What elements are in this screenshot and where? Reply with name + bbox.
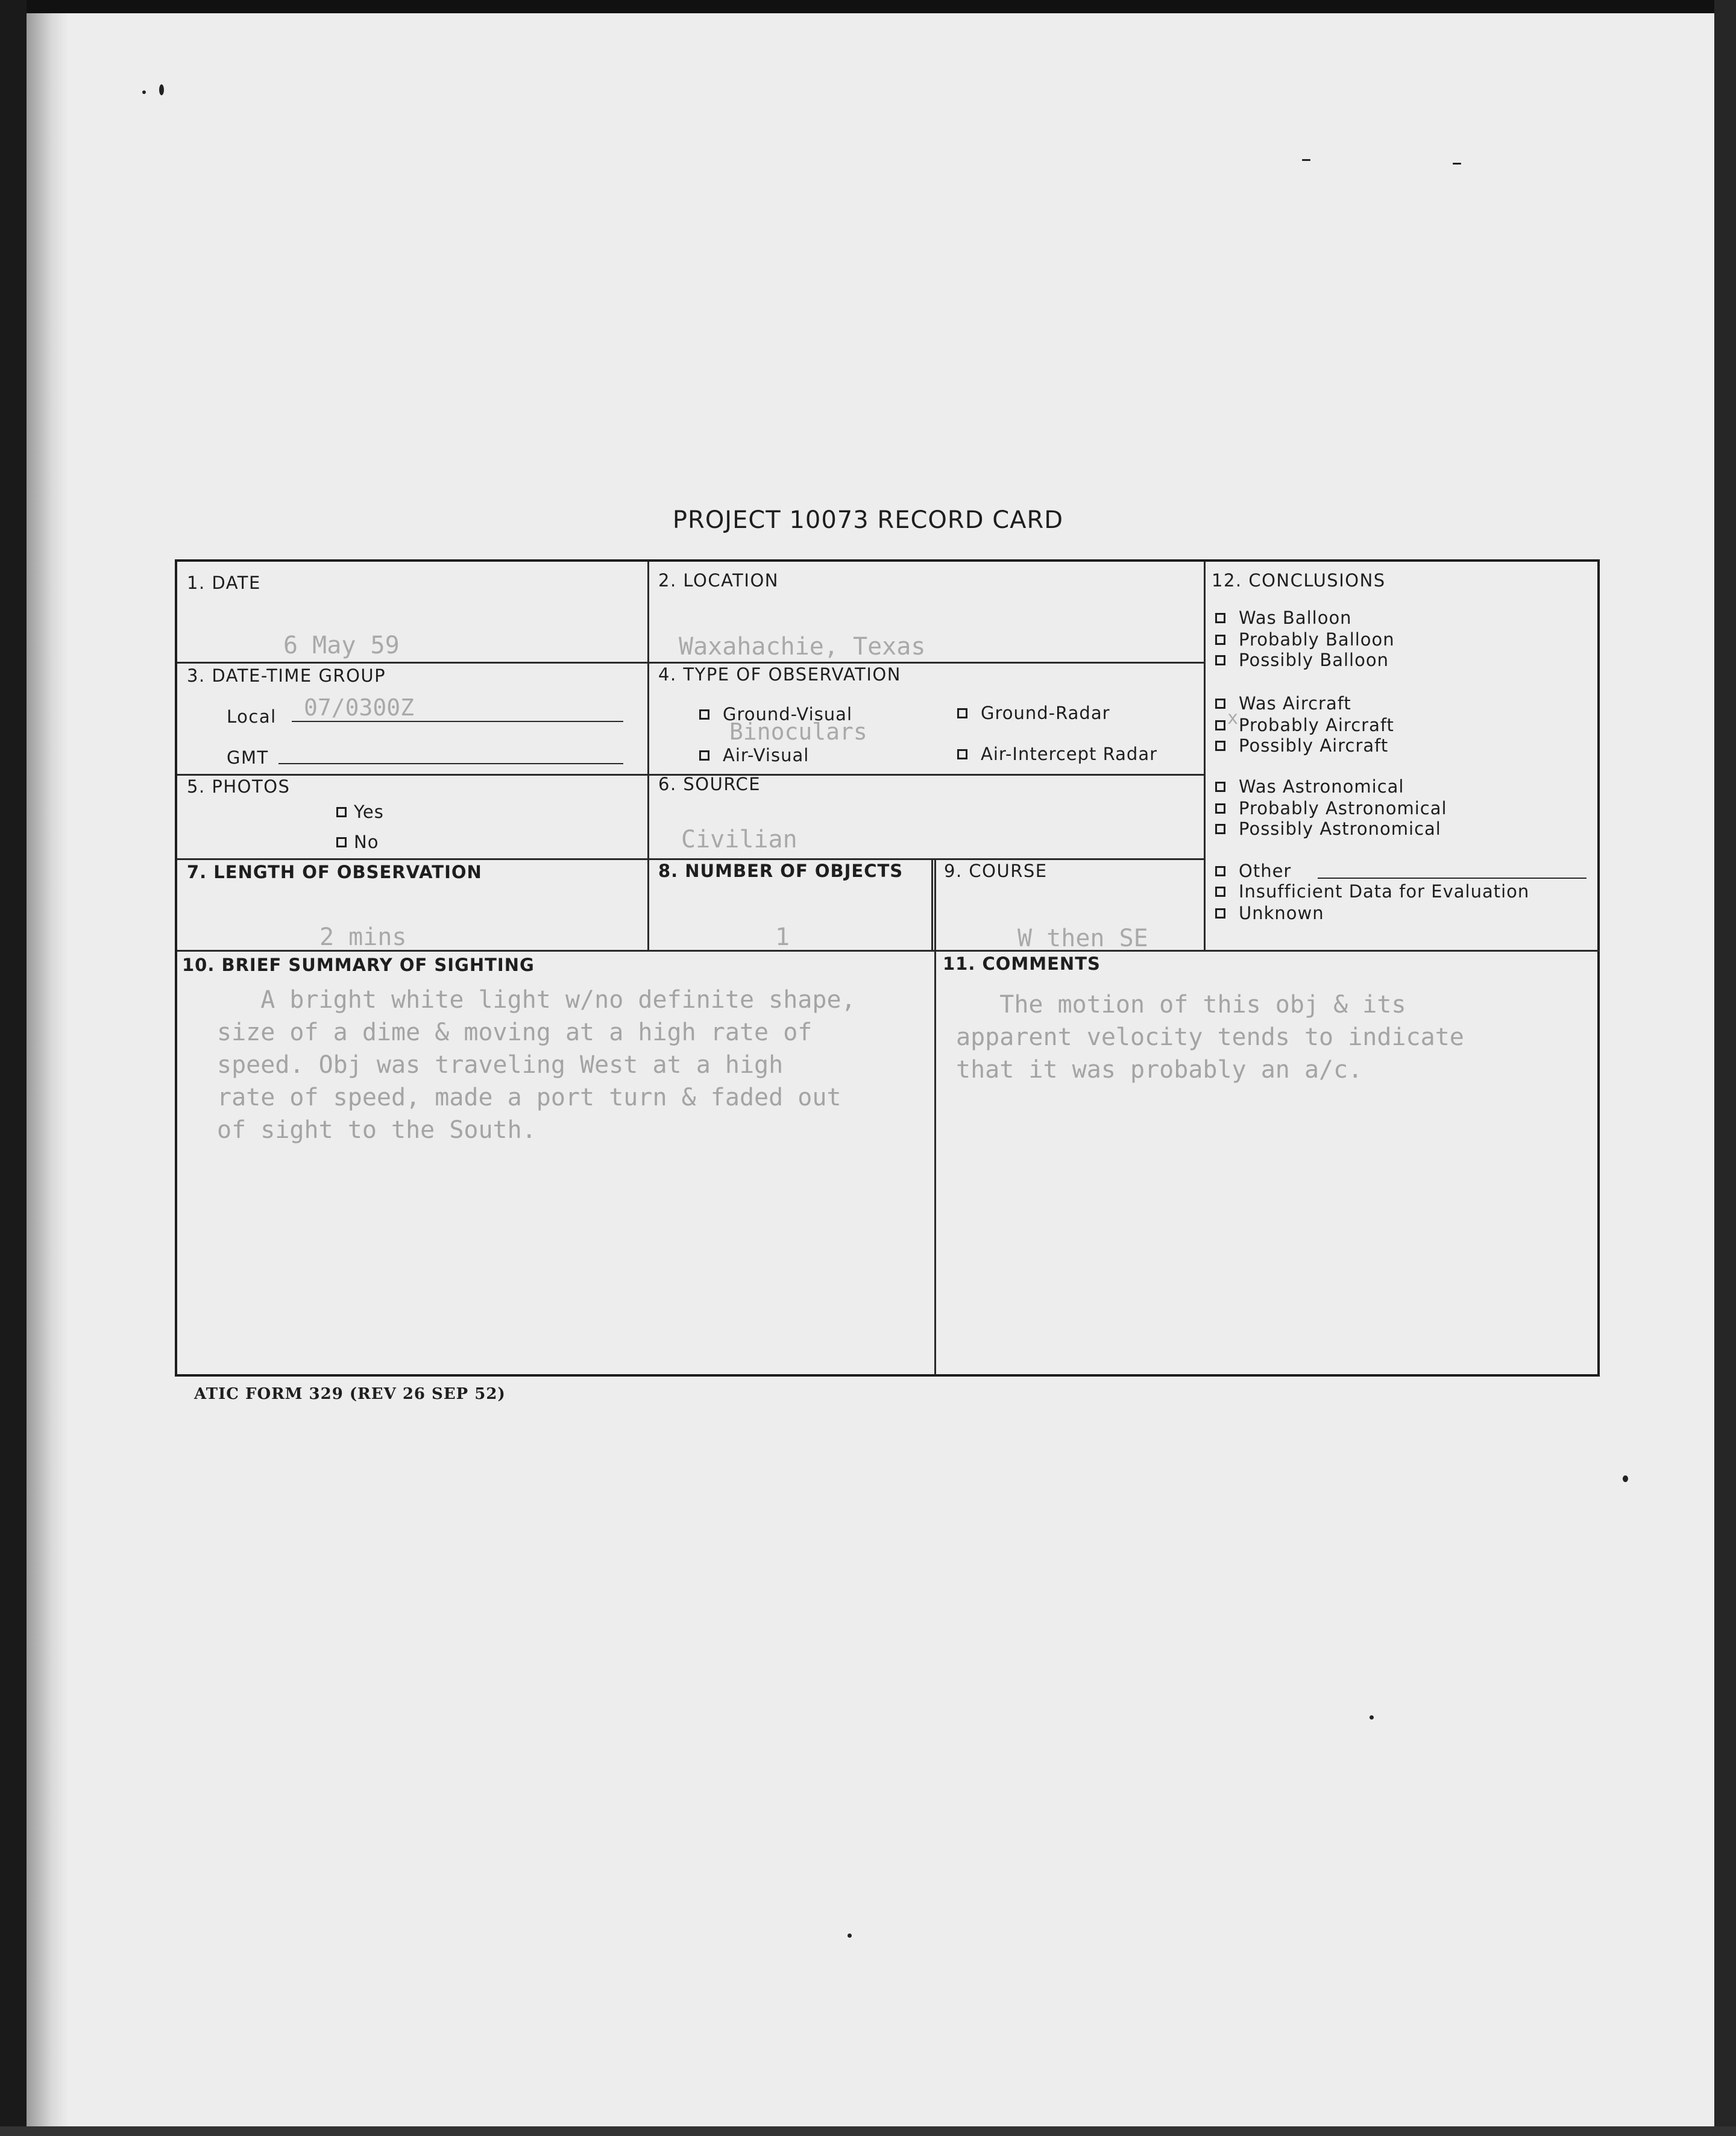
checkbox[interactable]	[336, 837, 347, 847]
course-value: W then SE	[1017, 925, 1148, 952]
brief-summary-label: 10. BRIEF SUMMARY OF SIGHTING	[182, 955, 535, 975]
option-label: Was Aircraft	[1239, 693, 1351, 714]
option-air-intercept-radar[interactable]	[957, 744, 1157, 764]
other-underline	[1318, 878, 1587, 879]
option-label: Was Astronomical	[1239, 776, 1404, 797]
gmt-label: GMT	[227, 747, 269, 768]
photos-yes-option[interactable]	[336, 802, 384, 822]
divider	[177, 662, 1206, 664]
checkbox[interactable]	[1215, 720, 1225, 730]
summary-line: size of a dime & moving at a high rate of	[217, 1019, 813, 1046]
conclusion-option[interactable]	[1215, 881, 1529, 902]
local-label: Local	[227, 706, 277, 727]
checkbox[interactable]	[336, 807, 347, 817]
speck	[1453, 163, 1461, 165]
checkbox[interactable]	[1215, 699, 1225, 709]
checkbox[interactable]	[1215, 741, 1225, 751]
checkbox[interactable]	[957, 749, 967, 759]
date-label: 1. DATE	[187, 573, 261, 593]
page-shadow	[27, 13, 69, 2126]
speck	[142, 90, 146, 94]
speck	[159, 84, 164, 95]
checkbox[interactable]	[1215, 635, 1225, 645]
option-label: Air-Visual	[723, 745, 810, 765]
conclusion-option[interactable]	[1215, 776, 1404, 797]
conclusion-option[interactable]	[1215, 903, 1324, 923]
option-label: Yes	[354, 802, 384, 822]
length-of-observation-value: 2 mins	[319, 923, 407, 951]
summary-line: A bright white light w/no definite shape,	[217, 986, 856, 1014]
checkbox[interactable]	[1215, 655, 1225, 665]
option-label: Possibly Astronomical	[1239, 818, 1441, 839]
option-label: Probably Balloon	[1239, 629, 1395, 650]
checkbox[interactable]	[699, 709, 709, 720]
checkbox[interactable]	[1215, 866, 1225, 876]
option-label: No	[354, 832, 379, 852]
film-edge-bottom	[0, 2126, 1736, 2136]
speck	[1370, 1715, 1374, 1720]
length-of-observation-label: 7. LENGTH OF OBSERVATION	[187, 862, 482, 882]
conclusion-option[interactable]	[1215, 798, 1447, 818]
course-label: 9. COURSE	[944, 861, 1048, 881]
comments-line: The motion of this obj & its	[956, 991, 1406, 1019]
number-of-objects-label: 8. NUMBER OF OBJECTS	[658, 861, 904, 881]
option-label: Insufficient Data for Evaluation	[1239, 881, 1530, 902]
summary-line: speed. Obj was traveling West at a high	[217, 1051, 784, 1079]
conclusion-option[interactable]	[1215, 735, 1388, 756]
comments-line: apparent velocity tends to indicate	[956, 1023, 1464, 1051]
date-value: 6 May 59	[283, 632, 400, 659]
summary-line: rate of speed, made a port turn & faded out	[217, 1084, 841, 1111]
location-label: 2. LOCATION	[658, 570, 779, 591]
conclusion-option[interactable]	[1215, 818, 1441, 839]
film-edge-right	[1714, 0, 1736, 2136]
source-label: 6. SOURCE	[658, 774, 761, 794]
location-value: Waxahachie, Texas	[679, 633, 926, 661]
option-air-visual[interactable]	[699, 745, 809, 765]
checkbox[interactable]	[1215, 887, 1225, 897]
conclusion-option-checked[interactable]	[1215, 715, 1394, 735]
option-label: Probably Aircraft	[1239, 715, 1394, 735]
checkbox[interactable]	[1215, 782, 1225, 792]
record-card	[175, 559, 1600, 1377]
option-label: Ground-Radar	[981, 703, 1110, 723]
speck	[1302, 159, 1310, 161]
checked-mark: x	[1227, 708, 1239, 729]
checkbox[interactable]	[1215, 613, 1225, 623]
conclusion-option[interactable]	[1215, 650, 1389, 670]
option-label: Ground-Visual	[723, 704, 853, 724]
film-edge-left	[0, 0, 27, 2136]
option-label: Was Balloon	[1239, 608, 1352, 628]
observation-note: Binoculars	[729, 718, 867, 745]
option-label: Other	[1239, 861, 1292, 881]
divider	[177, 858, 1206, 860]
summary-line: of sight to the South.	[217, 1116, 536, 1144]
option-label: Air-Intercept Radar	[981, 744, 1158, 764]
conclusions-label: 12. CONCLUSIONS	[1212, 570, 1386, 591]
form-footer: ATIC FORM 329 (REV 26 SEP 52)	[194, 1385, 506, 1403]
checkbox[interactable]	[699, 750, 709, 761]
checkbox[interactable]	[1215, 803, 1225, 814]
conclusion-option[interactable]	[1215, 861, 1291, 881]
type-of-observation-label: 4. TYPE OF OBSERVATION	[658, 664, 901, 685]
divider	[1204, 562, 1206, 951]
divider	[647, 562, 649, 951]
option-label: Probably Astronomical	[1239, 798, 1447, 818]
source-value: Civilian	[681, 826, 797, 853]
conclusion-option[interactable]	[1215, 608, 1352, 628]
comments-label: 11. COMMENTS	[943, 953, 1101, 974]
film-edge-top	[0, 0, 1736, 13]
option-label: Possibly Aircraft	[1239, 735, 1389, 756]
date-time-group-label: 3. DATE-TIME GROUP	[187, 665, 386, 686]
divider	[934, 860, 936, 1375]
checkbox[interactable]	[957, 708, 967, 718]
card-title: PROJECT 10073 RECORD CARD	[672, 506, 1064, 534]
photos-no-option[interactable]	[336, 832, 379, 852]
local-time-value: 07/0300Z	[304, 694, 415, 721]
gmt-underline	[278, 763, 623, 764]
option-label: Possibly Balloon	[1239, 650, 1389, 670]
local-underline	[292, 721, 623, 722]
photos-label: 5. PHOTOS	[187, 776, 291, 797]
checkbox[interactable]	[1215, 908, 1225, 919]
option-ground-radar[interactable]	[957, 703, 1110, 723]
speck	[848, 1933, 852, 1938]
speck	[1623, 1475, 1628, 1482]
option-label: Unknown	[1239, 903, 1324, 923]
checkbox[interactable]	[1215, 824, 1225, 834]
comments-line: that it was probably an a/c.	[956, 1056, 1363, 1084]
conclusion-option[interactable]	[1215, 629, 1395, 650]
divider	[931, 858, 933, 951]
number-of-objects-value: 1	[775, 923, 790, 951]
